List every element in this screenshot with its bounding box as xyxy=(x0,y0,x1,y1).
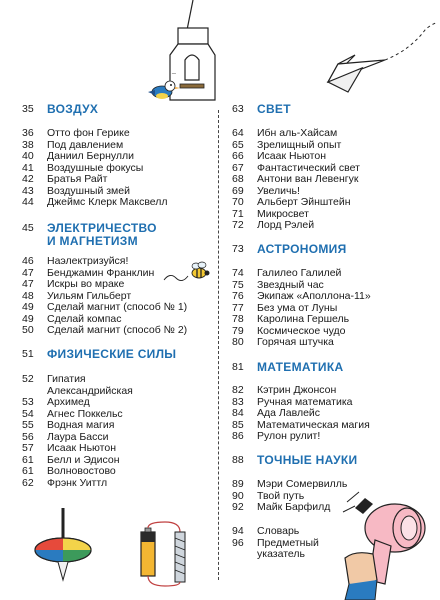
entry-title: Джеймс Клерк Максвелл xyxy=(47,196,168,208)
entry-title: Наэлектризуйся! xyxy=(47,255,129,267)
entry-page-number: 50 xyxy=(22,324,34,336)
toc-entry xyxy=(232,197,351,209)
toc-entry xyxy=(232,291,371,303)
column-divider xyxy=(218,110,219,580)
entry-title: Без ума от Луны xyxy=(257,301,338,314)
spinning-top-illustration xyxy=(28,500,98,590)
entry-title: Антони ван Левенгук xyxy=(257,173,359,185)
entry-title: Мэри Сомервилль xyxy=(257,478,348,490)
entry-page-number: 82 xyxy=(232,384,244,396)
bee-illustration xyxy=(162,258,212,288)
toc-entry xyxy=(22,374,133,397)
entry-page-number: 86 xyxy=(232,430,244,442)
entry-title: Агнес Поккельс xyxy=(47,407,123,420)
entry-title: Воздушный змей xyxy=(47,184,130,197)
entry-title: Фантастический свет xyxy=(257,161,360,174)
entry-title: Ибн аль-Хайсам xyxy=(257,127,338,139)
entry-page-number: 67 xyxy=(232,161,244,174)
entry-page-number: 41 xyxy=(22,161,34,174)
entry-title: Лаура Басси xyxy=(47,430,109,443)
toc-section-heading xyxy=(232,103,291,116)
toc-entry xyxy=(22,174,107,186)
entry-page-number: 90 xyxy=(232,489,244,502)
entry-title: Даниил Бернулли xyxy=(47,150,135,162)
hand-hairdryer-illustration xyxy=(335,480,440,600)
entry-title: Горячая штучка xyxy=(257,336,334,348)
entry-title: Ада Лавлейс xyxy=(257,407,321,419)
toc-entry xyxy=(22,279,124,291)
entry-title: Архимед xyxy=(47,396,90,408)
entry-page-number: 54 xyxy=(22,407,34,420)
section-page-number: 35 xyxy=(22,103,34,115)
entry-page-number: 94 xyxy=(232,525,244,537)
toc-entry xyxy=(22,151,134,163)
entry-title: Белл и Эдисон xyxy=(47,453,120,466)
entry-page-number: 46 xyxy=(22,255,34,267)
entry-title: Микросвет xyxy=(257,207,309,220)
toc-entry xyxy=(22,466,116,478)
toc-section-heading xyxy=(232,361,343,374)
entry-page-number: 84 xyxy=(232,407,244,419)
entry-title: Воздушные фокусы xyxy=(47,161,144,174)
toc-entry xyxy=(22,443,116,455)
entry-page-number: 76 xyxy=(232,290,244,302)
toc-entry xyxy=(22,397,90,409)
entry-page-number: 85 xyxy=(232,418,244,431)
entry-page-number: 55 xyxy=(22,419,34,431)
section-page-number: 81 xyxy=(232,361,244,373)
entry-page-number: 75 xyxy=(232,278,244,291)
toc-entry xyxy=(232,174,358,186)
entry-page-number: 49 xyxy=(22,301,34,313)
section-page-number: 45 xyxy=(22,222,34,234)
toc-entry xyxy=(232,268,341,280)
entry-title: Экипаж «Аполлона-11» xyxy=(257,290,371,302)
entry-page-number: 69 xyxy=(232,184,244,197)
entry-title: Твой путь xyxy=(257,489,305,502)
entry-title: Гипатия Александрийская xyxy=(47,373,133,397)
entry-page-number: 89 xyxy=(232,478,244,490)
entry-title: Под давлением xyxy=(47,138,124,151)
entry-title: Кэтрин Джонсон xyxy=(257,384,337,396)
entry-title: Предметный указатель xyxy=(257,536,319,560)
entry-title: Лорд Рэлей xyxy=(257,219,315,231)
toc-section-heading xyxy=(22,222,157,247)
entry-page-number: 79 xyxy=(232,324,244,337)
entry-page-number: 66 xyxy=(232,150,244,162)
toc-entry xyxy=(232,408,320,420)
entry-page-number: 57 xyxy=(22,442,34,454)
toc-section-heading xyxy=(232,243,347,256)
entry-title: Фрэнк Уиттл xyxy=(47,476,108,489)
entry-title: Исаак Ньютон xyxy=(257,150,327,162)
entry-page-number: 74 xyxy=(232,267,244,279)
entry-page-number: 80 xyxy=(232,336,244,348)
entry-title: Отто фон Герике xyxy=(47,127,130,139)
entry-title: Сделай компас xyxy=(47,312,122,325)
toc-entry xyxy=(22,478,107,490)
toc-entry xyxy=(22,256,128,268)
paper-plane-illustration xyxy=(300,20,440,100)
section-page-number: 51 xyxy=(22,348,34,360)
section-page-number: 63 xyxy=(232,103,244,115)
entry-page-number: 42 xyxy=(22,173,34,185)
entry-title: Космическое чудо xyxy=(257,324,346,337)
entry-page-number: 38 xyxy=(22,138,34,151)
entry-page-number: 47 xyxy=(22,278,34,290)
toc-entry xyxy=(22,325,187,337)
battery-circuit-illustration xyxy=(135,520,195,590)
toc-entry xyxy=(232,526,299,538)
entry-title: Сделай магнит (способ № 2) xyxy=(47,324,188,336)
entry-page-number: 70 xyxy=(232,196,244,208)
section-page-number: 88 xyxy=(232,454,244,466)
entry-page-number: 64 xyxy=(232,127,244,139)
entry-title: Увеличь! xyxy=(257,184,300,197)
svg-text:_: _ xyxy=(172,67,176,74)
entry-page-number: 68 xyxy=(232,173,244,185)
entry-title: Сделай магнит (способ № 1) xyxy=(47,301,188,313)
entry-title: Альберт Эйнштейн xyxy=(257,196,351,208)
toc-entry xyxy=(22,128,130,140)
entry-page-number: 72 xyxy=(232,219,244,231)
entry-page-number: 53 xyxy=(22,396,34,408)
entry-page-number: 61 xyxy=(22,465,34,477)
toc-entry xyxy=(232,479,347,491)
toc-entry xyxy=(232,128,337,140)
entry-title: Братья Райт xyxy=(47,173,108,185)
section-title: ФИЗИЧЕСКИЕ СИЛЫ xyxy=(47,347,177,361)
toc-entry xyxy=(232,151,326,163)
entry-title: Зрелищный опыт xyxy=(257,138,342,151)
toc-section-heading xyxy=(22,348,176,361)
toc-entry xyxy=(232,431,320,443)
entry-title: Рулон рулит! xyxy=(257,430,321,442)
toc-entry xyxy=(22,197,168,209)
entry-title: Искры во мраке xyxy=(47,278,125,290)
entry-title: Водная магия xyxy=(47,419,115,431)
entry-page-number: 48 xyxy=(22,289,34,302)
toc-entry xyxy=(232,337,334,349)
toc-entry xyxy=(232,502,330,514)
entry-page-number: 56 xyxy=(22,430,34,443)
section-title: СВЕТ xyxy=(257,102,291,116)
entry-page-number: 44 xyxy=(22,196,34,208)
section-title: ЭЛЕКТРИЧЕСТВО И МАГНЕТИЗМ xyxy=(47,221,157,248)
entry-page-number: 71 xyxy=(232,207,244,220)
entry-title: Звездный час xyxy=(257,278,324,291)
toc-entry xyxy=(232,385,336,397)
section-title: МАТЕМАТИКА xyxy=(257,360,344,374)
entry-page-number: 40 xyxy=(22,150,34,162)
entry-title: Бенджамин Франклин xyxy=(47,266,155,279)
section-page-number: 73 xyxy=(232,243,244,255)
toc-entry xyxy=(232,220,314,232)
entry-page-number: 96 xyxy=(232,536,244,549)
toc-entry xyxy=(232,314,349,326)
section-title: ТОЧНЫЕ НАУКИ xyxy=(257,453,358,467)
entry-page-number: 62 xyxy=(22,476,34,489)
entry-title: Словарь xyxy=(257,525,300,537)
entry-page-number: 49 xyxy=(22,312,34,325)
entry-title: Каролина Гершель xyxy=(257,313,350,325)
entry-title: Исаак Ньютон xyxy=(47,442,117,454)
entry-title: Математическая магия xyxy=(257,418,370,431)
entry-page-number: 78 xyxy=(232,313,244,325)
entry-page-number: 52 xyxy=(22,373,34,385)
entry-title: Галилео Галилей xyxy=(257,267,342,279)
toc-entry xyxy=(22,302,187,314)
bird-feeder-illustration xyxy=(140,0,230,110)
entry-title: Уильям Гильберт xyxy=(47,289,132,302)
entry-page-number: 92 xyxy=(232,501,244,513)
entry-page-number: 61 xyxy=(22,453,34,466)
toc-entry xyxy=(232,538,319,561)
toc-entry xyxy=(22,420,114,432)
entry-page-number: 77 xyxy=(232,301,244,314)
entry-page-number: 43 xyxy=(22,184,34,197)
entry-page-number: 47 xyxy=(22,266,34,279)
section-title: АСТРОНОМИЯ xyxy=(257,242,347,256)
section-title: ВОЗДУХ xyxy=(47,102,99,116)
toc-section-heading xyxy=(22,103,98,116)
entry-page-number: 83 xyxy=(232,395,244,408)
entry-page-number: 36 xyxy=(22,127,34,139)
entry-page-number: 65 xyxy=(232,138,244,151)
entry-title: Волновостово xyxy=(47,465,116,477)
toc-section-heading xyxy=(232,454,357,467)
entry-title: Майк Барфилд xyxy=(257,501,331,513)
entry-title: Ручная математика xyxy=(257,395,353,408)
